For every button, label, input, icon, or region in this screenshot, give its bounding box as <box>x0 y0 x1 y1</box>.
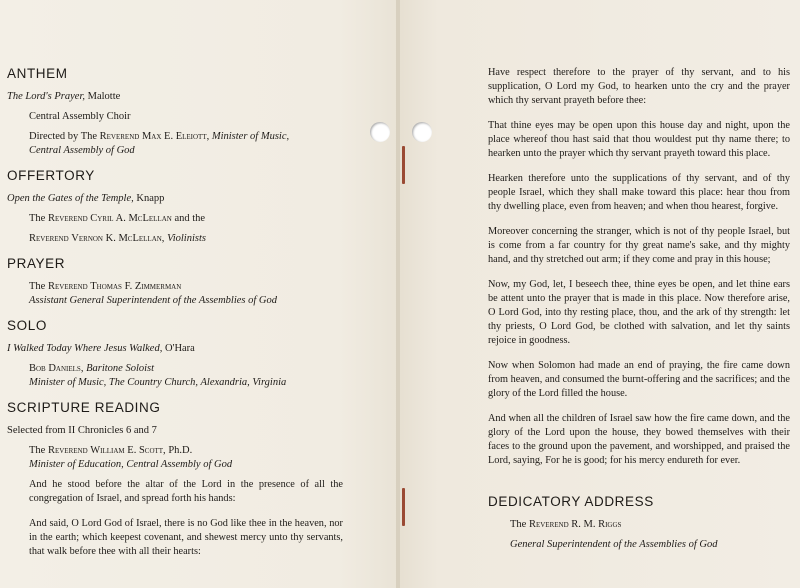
prayer-role: Assistant General Superintendent of the Assemblies of God <box>29 295 277 306</box>
offertory-performer-1 <box>29 212 343 226</box>
offertory-p1-title: Reverend <box>47 213 88 224</box>
scripture-selected: Selected from II Chronicles 6 and 7 <box>7 425 157 436</box>
solo-name: Bob Daniels, <box>29 363 84 374</box>
scripture-paragraph: And when all the children of Israel saw how the fire came down, and the glory of the Lord upon the house, they bowed themselves with their faces to the ground upon the pavement, and worshipped, and praised the Lord, saying, For he is good; for his mercy endureth for ever. <box>488 413 790 466</box>
scripture-paragraph: Hearken therefore unto the supplications of thy servant, and of thy people Israel, which they shall make toward this place: hear thou from thy dwelling place, even from heaven; and when thou hearest, forgive. <box>488 173 790 212</box>
right-page-content <box>488 66 790 562</box>
offertory-composer: Knapp <box>136 193 165 204</box>
solo-section <box>7 318 343 390</box>
offertory-p2-role: Violinists <box>167 233 206 244</box>
scripture-the: The <box>29 445 46 456</box>
dedicatory-name: R. M. Riggs <box>571 519 622 530</box>
scripture-name: William E. Scott, <box>90 445 166 456</box>
dedicatory-heading: DEDICATORY ADDRESS <box>488 494 654 509</box>
dedicatory-title: Reverend <box>528 519 569 530</box>
anthem-director-name: Max E. Eleiott, <box>141 131 210 142</box>
solo-person <box>29 362 343 390</box>
anthem-directed-by: Directed by The <box>29 131 98 142</box>
prayer-name: Thomas F. Zimmerman <box>90 281 182 292</box>
solo-composer: O'Hara <box>164 343 195 354</box>
offertory-p2-title: Reverend <box>29 233 69 244</box>
prayer-heading: PRAYER <box>7 256 66 271</box>
dedicatory-the: The <box>510 519 527 530</box>
right-page <box>398 0 800 588</box>
dedicatory-role: General Superintendent of the Assemblies of God <box>510 539 718 550</box>
scripture-degree: Ph.D. <box>168 445 193 456</box>
anthem-work <box>7 90 343 104</box>
offertory-p1-name: Cyril A. McLellan <box>90 213 172 224</box>
prayer-the: The <box>29 281 46 292</box>
scripture-heading: SCRIPTURE READING <box>7 400 161 415</box>
scripture-paragraph: Now, my God, let, I beseech thee, thine eyes be open, and let thine ears be attent unto the prayer that is made in this place. Now therefore arise, O Lord God, into thy resting place, thou, and the ark of thy strength: let thy priests, O Lord God, be clothed with salvation, and let thy saints rejoice in goodness. <box>488 279 790 346</box>
prayer-section <box>7 256 343 308</box>
scripture-reader <box>29 444 343 472</box>
anthem-section <box>7 66 343 158</box>
solo-heading: SOLO <box>7 318 47 333</box>
offertory-p1-and: and the <box>174 213 206 224</box>
anthem-performer: Central Assembly Choir <box>29 111 131 122</box>
offertory-p1-the: The <box>29 213 46 224</box>
dedicatory-person <box>510 518 790 532</box>
scripture-section <box>7 400 343 559</box>
solo-church: Minister of Music, The Country Church, Alexandria, Virginia <box>29 377 287 388</box>
binding-thread-top <box>402 146 405 184</box>
dedicatory-section <box>488 494 790 552</box>
anthem-director-role: Minister of Music, <box>211 131 290 142</box>
binding-hole-left <box>370 122 390 142</box>
solo-work-title: I Walked Today Where Jesus Walked, <box>7 343 163 354</box>
scripture-paragraph: Moreover concerning the stranger, which is not of thy people Israel, but is come from a far country for thy great name's sake, and thy mighty hand, and thy stretched out arm; if they come and pray in this house; <box>488 226 790 265</box>
solo-role: Baritone Soloist <box>86 363 155 374</box>
scripture-paragraph: Have respect therefore to the prayer of thy servant, and to his supplication, O Lord my God, to hearken unto the cry and the prayer which thy servant prayeth before thee: <box>488 67 790 106</box>
offertory-work-title: Open the Gates of the Temple, <box>7 193 134 204</box>
anthem-composer: Malotte <box>87 91 121 102</box>
left-page-content <box>7 66 343 570</box>
book-gutter <box>396 0 400 588</box>
offertory-p2-name: Vernon K. McLellan, <box>71 233 165 244</box>
anthem-work-title: The Lord's Prayer, <box>7 91 85 102</box>
prayer-title: Reverend <box>47 281 88 292</box>
scripture-paragraph: Now when Solomon had made an end of praying, the fire came down from heaven, and consumed the burnt-offering and the sacrifices; and the glory of the Lord filled the house. <box>488 360 790 399</box>
offertory-heading: OFFERTORY <box>7 168 95 183</box>
offertory-section <box>7 168 343 246</box>
binding-thread-bottom <box>402 488 405 526</box>
scripture-role: Minister of Education, Central Assembly of God <box>29 459 233 470</box>
anthem-director-title: Reverend <box>99 131 140 142</box>
offertory-work <box>7 192 343 206</box>
left-page <box>0 0 398 588</box>
scripture-paragraph: And he stood before the altar of the Lord in the presence of all the congregation of Israel, and spread forth his hands: <box>29 479 343 504</box>
anthem-director-church: Central Assembly of God <box>29 145 135 156</box>
anthem-director <box>29 130 343 158</box>
anthem-heading: ANTHEM <box>7 66 68 81</box>
solo-work <box>7 342 343 356</box>
binding-hole-right <box>412 122 432 142</box>
scripture-title: Reverend <box>47 445 88 456</box>
prayer-person <box>29 280 343 308</box>
offertory-performer-2 <box>29 232 343 246</box>
scripture-paragraph: That thine eyes may be open upon this house day and night, upon the place whereof thou hast said that thou wouldest put thy name there; to hearken unto the prayer which thy servant prayeth toward this place. <box>488 120 790 159</box>
scripture-paragraph: And said, O Lord God of Israel, there is no God like thee in the heaven, nor in the earth; which keepest covenant, and shewest mercy unto thy servants, that walk before thee with all their hearts: <box>29 518 343 557</box>
